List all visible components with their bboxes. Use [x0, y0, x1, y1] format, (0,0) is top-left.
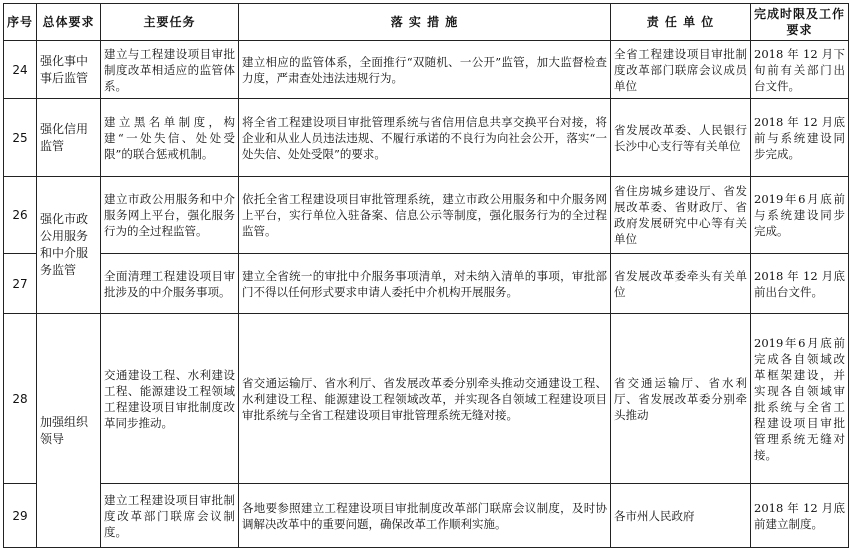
row-measures: 省交通运输厅、省水利厅、省发展改革委分别牵头推动交通建设工程、水利建设工程、能源建设工程领域改革，并实现各自领域工程建设项目审批系统与全省工程建设项目审批管理系统无缝对接。 [239, 314, 611, 484]
row-requirement: 强化事中事后监管 [37, 41, 101, 99]
row-task: 建立与工程建设项目审批制度改革相适应的监管体系。 [101, 41, 239, 99]
table-row [4, 41, 849, 99]
row-no: 24 [4, 41, 37, 99]
table-row [4, 314, 849, 484]
header-unit: 责 任 单 位 [611, 4, 751, 41]
row-requirement: 强化信用监管 [37, 99, 101, 177]
row-task: 交通建设工程、水利建设工程、能源建设工程领域工程建设项目审批制度改革同步推动。 [101, 314, 239, 484]
table-row [4, 177, 849, 254]
row-no: 25 [4, 99, 37, 177]
row-requirement: 加强组织领导 [37, 314, 101, 548]
table-row [4, 484, 849, 548]
row-measures: 依托全省工程建设项目审批管理系统，建立市政公用服务和中介服务网上平台，实行单位入驻备案、信息公示等制度，强化服务行为的全过程监管。 [239, 177, 611, 254]
row-no: 26 [4, 177, 37, 254]
row-unit: 各市州人民政府 [611, 484, 751, 548]
row-task: 全面清理工程建设项目审批涉及的中介服务事项。 [101, 254, 239, 314]
row-no: 27 [4, 254, 37, 314]
row-deadline: 2019年6月底前与系统建设同步完成。 [751, 177, 849, 254]
header-no: 序号 [4, 4, 37, 41]
row-unit: 省发展改革委、人民银行长沙中心支行等有关单位 [611, 99, 751, 177]
header-task: 主要任务 [101, 4, 239, 41]
row-requirement: 强化市政公用服务和中介服务监管 [37, 177, 101, 314]
row-task: 建立市政公用服务和中介服务网上平台，强化服务行为的全过程监管。 [101, 177, 239, 254]
row-deadline: 2018 年 12 月底前与系统建设同步完成。 [751, 99, 849, 177]
row-no: 29 [4, 484, 37, 548]
header-row [4, 4, 849, 41]
row-measures: 建立相应的监管体系，全面推行“双随机、一公开”监管，加大监督检查力度，严肃查处违法违规行为。 [239, 41, 611, 99]
table-row [4, 99, 849, 177]
header-requirement: 总体要求 [37, 4, 101, 41]
row-deadline: 2018 年 12 月底前出台文件。 [751, 254, 849, 314]
header-measures: 落 实 措 施 [239, 4, 611, 41]
row-task: 建立工程建设项目审批制度改革部门联席会议制度。 [101, 484, 239, 548]
row-unit: 全省工程建设项目审批制度改革部门联席会议成员单位 [611, 41, 751, 99]
row-task: 建立黑名单制度，构建“一处失信、处处受限”的联合惩戒机制。 [101, 99, 239, 177]
row-measures: 各地要参照建立工程建设项目审批制度改革部门联席会议制度，及时协调解决改革中的重要问题，确保改革工作顺利实施。 [239, 484, 611, 548]
row-no: 28 [4, 314, 37, 484]
row-deadline: 2019年6月底前完成各自领域改革框架建设，并实现各自领域审批系统与全省工程建设项目审批管理系统无缝对接。 [751, 314, 849, 484]
row-deadline: 2018 年 12 月下旬前有关部门出台文件。 [751, 41, 849, 99]
row-unit: 省发展改革委牵头有关单位 [611, 254, 751, 314]
header-deadline: 完成时限及工作要求 [751, 4, 849, 41]
row-unit: 省住房城乡建设厅、省发展改革委、省财政厅、省政府发展研究中心等有关单位 [611, 177, 751, 254]
row-measures: 将全省工程建设项目审批管理系统与省信用信息共享交换平台对接，将企业和从业人员违法违规、不履行承诺的不良行为向社会公开，落实“一处失信、处处受限”的要求。 [239, 99, 611, 177]
reform-task-table [3, 3, 849, 548]
row-measures: 建立全省统一的审批中介服务事项清单，对未纳入清单的事项，审批部门不得以任何形式要求申请人委托中介机构开展服务。 [239, 254, 611, 314]
table-row [4, 254, 849, 314]
row-deadline: 2018 年 12 月底前建立制度。 [751, 484, 849, 548]
row-unit: 省交通运输厅、省水利厅、省发展改革委分别牵头推动 [611, 314, 751, 484]
